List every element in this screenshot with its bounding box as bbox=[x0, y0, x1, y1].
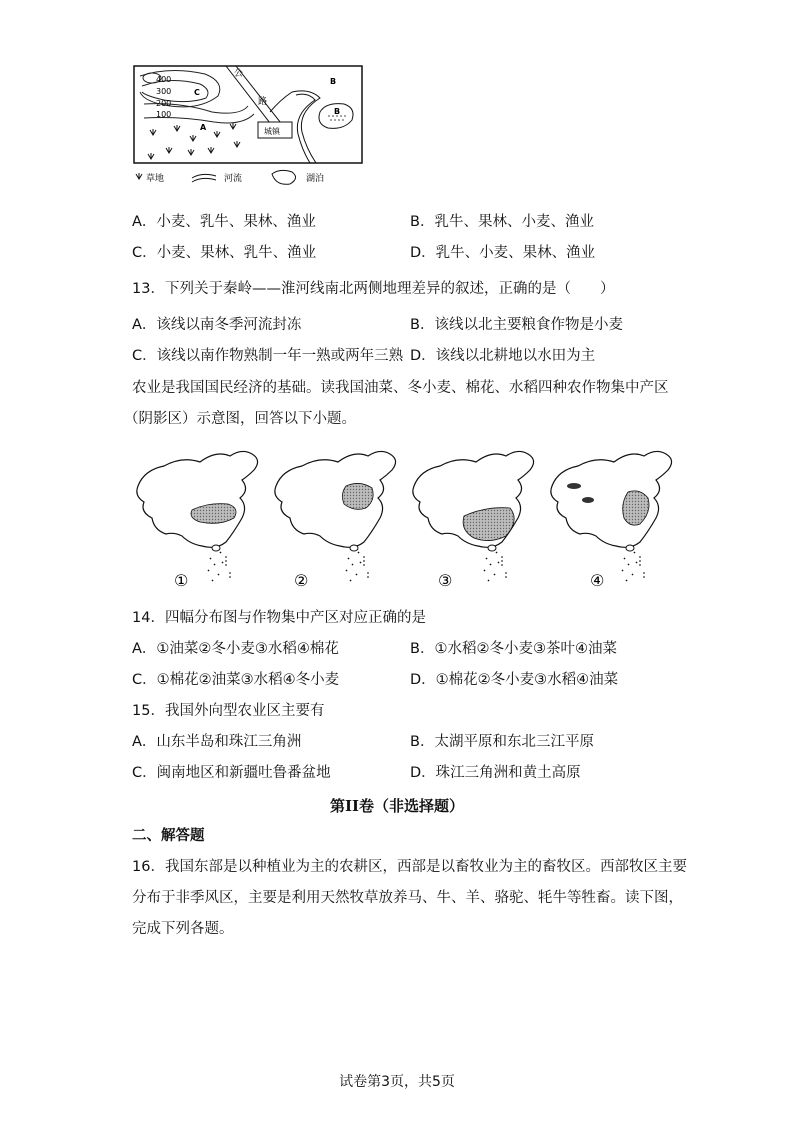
q13-stem: 13．下列关于秦岭——淮河线南北两侧地理差异的叙述，正确的是（ ） bbox=[132, 281, 615, 297]
intro-line-1: 农业是我国国民经济的基础。读我国油菜、冬小麦、棉花、水稻四种农作物集中产区 bbox=[132, 380, 669, 396]
q15-option-b: B．太湖平原和东北三江平原 bbox=[410, 734, 594, 750]
legend-lake: 湖泊 bbox=[306, 174, 325, 184]
contour-label-100: 100 bbox=[156, 110, 172, 119]
map-2 bbox=[275, 451, 396, 581]
q13-option-b: B．该线以北主要粮食作物是小麦 bbox=[410, 317, 623, 333]
point-label-a: A bbox=[200, 123, 207, 132]
road-label-2: 路 bbox=[258, 97, 268, 107]
crop-distribution-maps bbox=[130, 446, 690, 594]
q13-option-c: C．该线以南作物熟制一年一熟或两年三熟 bbox=[132, 348, 404, 364]
contour-label-400: 400 bbox=[156, 75, 172, 84]
q12-option-d: D．乳牛、小麦、果林、渔业 bbox=[410, 245, 596, 261]
map-1 bbox=[137, 451, 258, 581]
map-3 bbox=[413, 451, 534, 581]
map-label-2: ② bbox=[294, 571, 309, 590]
river-legend-icon bbox=[192, 174, 216, 182]
point-label-c: C bbox=[194, 88, 200, 97]
map-legend bbox=[136, 170, 324, 184]
q14-option-c: C．①棉花②油菜③水稻④冬小麦 bbox=[132, 672, 340, 688]
q16-line-2: 分布于非季风区，主要是利用天然牧草放养马、牛、羊、骆驼、牦牛等牲畜。读下图， bbox=[132, 890, 683, 906]
q15-option-c: C．闽南地区和新疆吐鲁番盆地 bbox=[132, 765, 331, 781]
farmland-map-diagram bbox=[130, 62, 375, 192]
page-footer: 试卷第3页，共5页 bbox=[339, 1074, 455, 1090]
point-label-b-lake: B bbox=[334, 107, 341, 116]
grassland-legend-icon bbox=[136, 173, 142, 179]
section-2-heading: 二、解答题 bbox=[132, 828, 205, 844]
intro-line-2: （阴影区）示意图，回答以下小题。 bbox=[124, 411, 356, 427]
q14-stem: 14．四幅分布图与作物集中产区对应正确的是 bbox=[132, 610, 426, 626]
q12-option-c: C．小麦、果林、乳牛、渔业 bbox=[132, 245, 317, 261]
legend-grassland: 草地 bbox=[146, 174, 165, 184]
q14-option-d: D．①棉花②冬小麦③水稻④油菜 bbox=[410, 672, 619, 688]
point-label-b: B bbox=[330, 77, 337, 86]
q16-line-3: 完成下列各题。 bbox=[132, 921, 234, 937]
q15-option-a: A．山东半岛和珠江三角洲 bbox=[132, 734, 302, 750]
contour-label-200: 200 bbox=[156, 99, 172, 108]
q12-option-a: A．小麦、乳牛、果林、渔业 bbox=[132, 214, 316, 230]
lake-legend-icon bbox=[272, 170, 296, 184]
q13-option-d: D．该线以北耕地以水田为主 bbox=[410, 348, 596, 364]
legend-river: 河流 bbox=[224, 174, 243, 184]
q15-stem: 15．我国外向型农业区主要有 bbox=[132, 703, 325, 719]
road-label-1: 公 bbox=[234, 69, 244, 79]
q13-option-a: A．该线以南冬季河流封冻 bbox=[132, 317, 302, 333]
q14-option-b: B．①水稻②冬小麦③茶叶④油菜 bbox=[410, 641, 617, 657]
map-4 bbox=[551, 451, 672, 581]
map-label-1: ① bbox=[174, 571, 189, 590]
q16-line-1: 16．我国东部是以种植业为主的农耕区，西部是以畜牧业为主的畜牧区。西部牧区主要 bbox=[132, 859, 687, 875]
contour-label-300: 300 bbox=[156, 87, 172, 96]
q12-option-b: B．乳牛、果林、小麦、渔业 bbox=[410, 214, 594, 230]
section-2-title: 第II卷（非选择题） bbox=[329, 797, 465, 815]
map-label-3: ③ bbox=[438, 571, 453, 590]
q15-option-d: D．珠江三角洲和黄土高原 bbox=[410, 765, 581, 781]
town-label: 城镇 bbox=[264, 127, 280, 136]
q14-option-a: A．①油菜②冬小麦③水稻④棉花 bbox=[132, 641, 339, 657]
map-label-4: ④ bbox=[590, 571, 605, 590]
